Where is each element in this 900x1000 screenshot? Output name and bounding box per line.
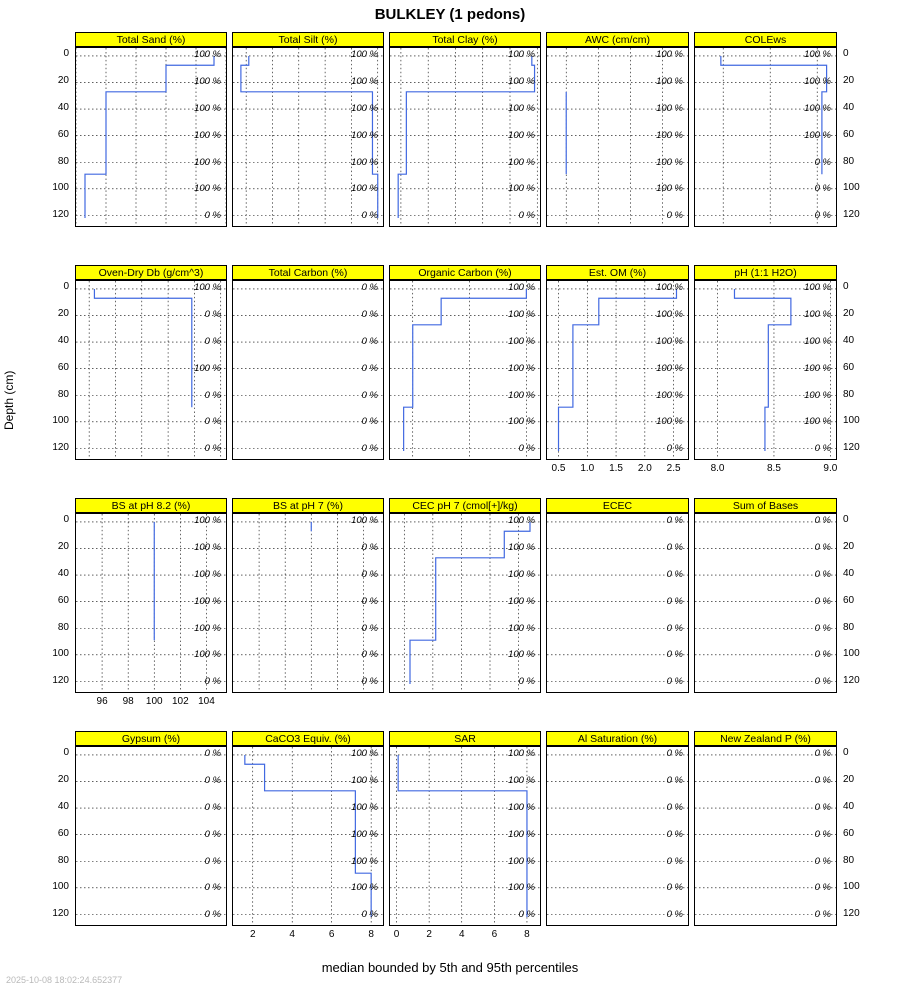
panel-percent-label: 100 % <box>804 49 831 61</box>
panel-percent-label: 100 % <box>351 855 378 867</box>
panel-percent-label: 100 % <box>194 49 221 61</box>
depth-tick-label: 120 <box>52 209 69 221</box>
depth-tick-label: 0 <box>63 514 69 526</box>
panel-title: SAR <box>389 731 541 746</box>
panel-percent-label: 0 % <box>666 855 683 867</box>
panel-percent-label: 0 % <box>814 909 831 921</box>
panel-percent-label: 100 % <box>194 156 221 168</box>
depth-tick-label: 60 <box>843 594 855 606</box>
panel-title: Total Silt (%) <box>232 32 384 47</box>
depth-tick-label: 60 <box>843 361 855 373</box>
panel-percent-label: 100 % <box>656 183 683 195</box>
depth-tick-label: 40 <box>843 101 855 113</box>
depth-tick-label: 20 <box>843 540 855 552</box>
depth-tick-label: 0 <box>63 281 69 293</box>
panel-percent-label: 0 % <box>204 882 221 894</box>
panel-percent-label: 100 % <box>508 649 535 661</box>
panel-percent-label: 0 % <box>666 649 683 661</box>
panel-percent-label: 100 % <box>194 362 221 374</box>
panel-percent-label: 100 % <box>194 568 221 580</box>
depth-tick-label: 40 <box>57 567 69 579</box>
depth-tick-label: 60 <box>57 361 69 373</box>
panel-percent-label: 0 % <box>814 748 831 760</box>
depth-tick-label: 40 <box>57 800 69 812</box>
depth-tick-label: 100 <box>843 881 860 893</box>
panel-percent-label: 100 % <box>508 75 535 87</box>
panel-percent-label: 0 % <box>361 541 378 553</box>
depth-tick-label: 80 <box>843 388 855 400</box>
panel-percent-label: 100 % <box>351 102 378 114</box>
panel-percent-label: 100 % <box>194 102 221 114</box>
panel-title: Oven-Dry Db (g/cm^3) <box>75 265 227 280</box>
panel-percent-label: 100 % <box>804 102 831 114</box>
panel-percent-label: 100 % <box>351 801 378 813</box>
depth-tick-label: 40 <box>57 101 69 113</box>
x-tick-label: 96 <box>96 696 108 707</box>
x-tick-label: 2.0 <box>637 463 652 474</box>
panel-percent-label: 100 % <box>804 389 831 401</box>
panel-percent-label: 0 % <box>666 595 683 607</box>
panel-percent-label: 0 % <box>204 801 221 813</box>
panel-percent-label: 100 % <box>508 774 535 786</box>
x-tick-label: 0.5 <box>551 463 566 474</box>
panel-percent-label: 0 % <box>204 210 221 222</box>
panel-percent-label: 0 % <box>361 335 378 347</box>
panel-percent-label: 100 % <box>656 335 683 347</box>
depth-tick-label: 20 <box>843 307 855 319</box>
depth-tick-label: 0 <box>63 747 69 759</box>
panel-percent-label: 100 % <box>351 774 378 786</box>
panel-percent-label: 0 % <box>666 541 683 553</box>
panel-percent-label: 100 % <box>508 882 535 894</box>
panel-percent-label: 100 % <box>508 622 535 634</box>
panel-title: BS at pH 8.2 (%) <box>75 498 227 513</box>
depth-tick-label: 80 <box>57 621 69 633</box>
panel-title: New Zealand P (%) <box>694 731 837 746</box>
panel-percent-label: 100 % <box>351 748 378 760</box>
panel-percent-label: 100 % <box>804 129 831 141</box>
panel-percent-label: 0 % <box>518 443 535 455</box>
panel-percent-label: 0 % <box>518 676 535 688</box>
panel-percent-label: 0 % <box>361 210 378 222</box>
panel-percent-label: 100 % <box>508 855 535 867</box>
depth-tick-label: 20 <box>843 74 855 86</box>
panel-percent-label: 0 % <box>814 801 831 813</box>
panel-percent-label: 100 % <box>508 541 535 553</box>
x-tick-label: 2.5 <box>666 463 681 474</box>
panel-percent-label: 100 % <box>508 362 535 374</box>
panel-percent-label: 0 % <box>204 909 221 921</box>
depth-tick-label: 80 <box>843 155 855 167</box>
panel-percent-label: 100 % <box>508 49 535 61</box>
depth-tick-label: 120 <box>843 442 860 454</box>
panel-percent-label: 0 % <box>666 676 683 688</box>
depth-tick-label: 20 <box>843 773 855 785</box>
panel-percent-label: 0 % <box>204 308 221 320</box>
x-tick-label: 8.0 <box>710 463 725 474</box>
depth-tick-label: 100 <box>52 182 69 194</box>
panel-percent-label: 100 % <box>194 183 221 195</box>
depth-tick-label: 20 <box>57 74 69 86</box>
depth-tick-label: 0 <box>843 48 849 60</box>
depth-tick-label: 120 <box>843 209 860 221</box>
panel-percent-label: 100 % <box>656 156 683 168</box>
x-tick-label: 4 <box>289 929 295 940</box>
panel-percent-label: 0 % <box>814 515 831 527</box>
panel-title: CaCO3 Equiv. (%) <box>232 731 384 746</box>
panel-percent-label: 100 % <box>194 129 221 141</box>
panel-percent-label: 0 % <box>204 855 221 867</box>
panel-percent-label: 100 % <box>194 515 221 527</box>
panel-percent-label: 0 % <box>361 909 378 921</box>
panel-title: pH (1:1 H2O) <box>694 265 837 280</box>
x-tick-label: 0 <box>393 929 400 940</box>
panel-title: Total Sand (%) <box>75 32 227 47</box>
depth-tick-label: 40 <box>843 334 855 346</box>
panel-percent-label: 0 % <box>361 362 378 374</box>
x-tick-label: 98 <box>122 696 134 707</box>
panel-title: Gypsum (%) <box>75 731 227 746</box>
depth-tick-label: 120 <box>843 908 860 920</box>
panel-percent-label: 0 % <box>814 649 831 661</box>
panel-percent-label: 100 % <box>804 335 831 347</box>
panel-title: BS at pH 7 (%) <box>232 498 384 513</box>
depth-tick-label: 100 <box>843 415 860 427</box>
panel-percent-label: 0 % <box>361 389 378 401</box>
panel-percent-label: 0 % <box>204 335 221 347</box>
depth-tick-label: 120 <box>843 675 860 687</box>
panel-percent-label: 100 % <box>656 129 683 141</box>
depth-tick-label: 60 <box>57 128 69 140</box>
panel-percent-label: 100 % <box>508 389 535 401</box>
panel-percent-label: 0 % <box>666 774 683 786</box>
panel-percent-label: 100 % <box>656 49 683 61</box>
chart-footer-note: median bounded by 5th and 95th percentiles <box>321 960 579 975</box>
panel-percent-label: 100 % <box>351 882 378 894</box>
depth-tick-label: 100 <box>52 415 69 427</box>
page-title: BULKLEY (1 pedons) <box>374 6 526 23</box>
panel-percent-label: 100 % <box>656 102 683 114</box>
panel-title: Est. OM (%) <box>546 265 689 280</box>
depth-tick-label: 120 <box>52 675 69 687</box>
panel-title: CEC pH 7 (cmol[+]/kg) <box>389 498 541 513</box>
panel-percent-label: 100 % <box>656 389 683 401</box>
depth-tick-label: 0 <box>843 281 849 293</box>
depth-tick-label: 0 <box>843 747 849 759</box>
depth-tick-label: 20 <box>57 540 69 552</box>
panel-percent-label: 0 % <box>666 622 683 634</box>
depth-tick-label: 80 <box>57 854 69 866</box>
panel-percent-label: 0 % <box>361 308 378 320</box>
panel-percent-label: 0 % <box>814 828 831 840</box>
depth-tick-label: 20 <box>57 773 69 785</box>
panel-percent-label: 100 % <box>508 282 535 294</box>
panel-percent-label: 100 % <box>194 649 221 661</box>
panel-percent-label: 0 % <box>361 649 378 661</box>
depth-tick-label: 100 <box>843 182 860 194</box>
panel-percent-label: 0 % <box>518 909 535 921</box>
panel-percent-label: 0 % <box>204 774 221 786</box>
depth-tick-label: 40 <box>57 334 69 346</box>
depth-tick-label: 60 <box>843 128 855 140</box>
panel-title: Total Clay (%) <box>389 32 541 47</box>
panel-percent-label: 0 % <box>361 622 378 634</box>
depth-tick-label: 60 <box>57 594 69 606</box>
panel-percent-label: 0 % <box>361 595 378 607</box>
panel-title: Total Carbon (%) <box>232 265 384 280</box>
panel-title: COLEws <box>694 32 837 47</box>
panel-percent-label: 100 % <box>656 282 683 294</box>
depth-tick-label: 80 <box>843 854 855 866</box>
panel-percent-label: 0 % <box>814 882 831 894</box>
panel-percent-label: 0 % <box>361 676 378 688</box>
x-tick-label: 8 <box>368 929 374 940</box>
panel-percent-label: 100 % <box>508 308 535 320</box>
depth-tick-label: 60 <box>57 827 69 839</box>
depth-tick-label: 0 <box>63 48 69 60</box>
depth-tick-label: 100 <box>52 648 69 660</box>
panel-percent-label: 0 % <box>666 515 683 527</box>
panel-percent-label: 100 % <box>508 515 535 527</box>
panel-percent-label: 100 % <box>351 156 378 168</box>
panel-title: Organic Carbon (%) <box>389 265 541 280</box>
panel-percent-label: 0 % <box>361 568 378 580</box>
panel-percent-label: 100 % <box>804 75 831 87</box>
depth-tick-label: 120 <box>52 442 69 454</box>
depth-tick-label: 20 <box>57 307 69 319</box>
panel-percent-label: 0 % <box>666 443 683 455</box>
panel-percent-label: 100 % <box>656 75 683 87</box>
panel-percent-label: 0 % <box>204 389 221 401</box>
panel-percent-label: 100 % <box>508 183 535 195</box>
panel-percent-label: 100 % <box>508 416 535 428</box>
panel-percent-label: 0 % <box>814 541 831 553</box>
x-tick-label: 1.5 <box>609 463 623 474</box>
panel-percent-label: 100 % <box>351 75 378 87</box>
panel-percent-label: 100 % <box>508 595 535 607</box>
depth-tick-label: 120 <box>52 908 69 920</box>
panel-title: AWC (cm/cm) <box>546 32 689 47</box>
panel-percent-label: 0 % <box>204 748 221 760</box>
panel-percent-label: 100 % <box>351 183 378 195</box>
panel-percent-label: 0 % <box>666 748 683 760</box>
depth-tick-label: 100 <box>52 881 69 893</box>
x-tick-label: 6 <box>491 929 498 940</box>
panel-percent-label: 100 % <box>194 595 221 607</box>
panel-percent-label: 0 % <box>361 443 378 455</box>
depth-tick-label: 80 <box>57 155 69 167</box>
panel-percent-label: 100 % <box>194 622 221 634</box>
panel-percent-label: 0 % <box>204 828 221 840</box>
x-tick-label: 100 <box>145 696 163 707</box>
depth-tick-label: 80 <box>57 388 69 400</box>
x-tick-label: 6 <box>328 929 335 940</box>
x-tick-label: 8 <box>524 929 530 940</box>
x-tick-label: 104 <box>198 696 215 707</box>
depth-tick-label: 0 <box>843 514 849 526</box>
render-timestamp: 2025-10-08 18:02:24.652377 <box>6 975 123 985</box>
x-tick-label: 9.0 <box>823 463 838 474</box>
panel-percent-label: 0 % <box>814 622 831 634</box>
panel-title: ECEC <box>546 498 689 513</box>
panel-percent-label: 0 % <box>666 801 683 813</box>
panel-percent-label: 100 % <box>804 282 831 294</box>
panel-percent-label: 0 % <box>814 774 831 786</box>
panel-percent-label: 100 % <box>804 416 831 428</box>
panel-percent-label: 100 % <box>351 49 378 61</box>
panel-title: Sum of Bases <box>694 498 837 513</box>
x-tick-label: 2 <box>426 929 432 940</box>
panel-percent-label: 0 % <box>814 210 831 222</box>
panel-percent-label: 100 % <box>804 308 831 320</box>
data-series-line <box>734 289 790 451</box>
panel-percent-label: 0 % <box>814 568 831 580</box>
depth-tick-label: 80 <box>843 621 855 633</box>
panel-percent-label: 100 % <box>194 75 221 87</box>
depth-tick-label: 40 <box>843 800 855 812</box>
panel-percent-label: 0 % <box>666 909 683 921</box>
x-tick-label: 4 <box>458 929 465 940</box>
panel-percent-label: 0 % <box>666 210 683 222</box>
panel-percent-label: 0 % <box>666 828 683 840</box>
panel-title: Al Saturation (%) <box>546 731 689 746</box>
panel-percent-label: 0 % <box>814 855 831 867</box>
panel-percent-label: 100 % <box>656 308 683 320</box>
depth-tick-label: 60 <box>843 827 855 839</box>
panel-percent-label: 0 % <box>814 676 831 688</box>
x-tick-label: 102 <box>172 696 189 707</box>
depth-tick-label: 40 <box>843 567 855 579</box>
panel-percent-label: 0 % <box>204 676 221 688</box>
panel-percent-label: 0 % <box>361 416 378 428</box>
panel-percent-label: 100 % <box>508 335 535 347</box>
panel-percent-label: 100 % <box>508 748 535 760</box>
x-tick-label: 1.0 <box>580 463 595 474</box>
panel-percent-label: 100 % <box>508 102 535 114</box>
panel-percent-label: 100 % <box>508 156 535 168</box>
panel-percent-label: 0 % <box>814 595 831 607</box>
panel-percent-label: 100 % <box>804 362 831 374</box>
panel-percent-label: 0 % <box>518 210 535 222</box>
panel-percent-label: 0 % <box>814 183 831 195</box>
y-axis-label: Depth (cm) <box>2 370 16 430</box>
panel-percent-label: 100 % <box>508 129 535 141</box>
panel-percent-label: 0 % <box>666 882 683 894</box>
x-tick-label: 2 <box>249 929 256 940</box>
panel-percent-label: 0 % <box>814 156 831 168</box>
x-tick-label: 8.5 <box>767 463 781 474</box>
panel-percent-label: 100 % <box>351 129 378 141</box>
panel-percent-label: 0 % <box>204 416 221 428</box>
panel-percent-label: 0 % <box>814 443 831 455</box>
panel-percent-label: 100 % <box>656 362 683 374</box>
panel-percent-label: 0 % <box>204 443 221 455</box>
panel-percent-label: 100 % <box>194 282 221 294</box>
panel-percent-label: 100 % <box>194 541 221 553</box>
panel-percent-label: 100 % <box>508 568 535 580</box>
panel-percent-label: 0 % <box>361 282 378 294</box>
panel-percent-label: 100 % <box>351 828 378 840</box>
panel-percent-label: 100 % <box>508 801 535 813</box>
panel-percent-label: 100 % <box>508 828 535 840</box>
panel-percent-label: 100 % <box>351 515 378 527</box>
depth-tick-label: 100 <box>843 648 860 660</box>
panel-percent-label: 100 % <box>656 416 683 428</box>
panel-percent-label: 0 % <box>666 568 683 580</box>
